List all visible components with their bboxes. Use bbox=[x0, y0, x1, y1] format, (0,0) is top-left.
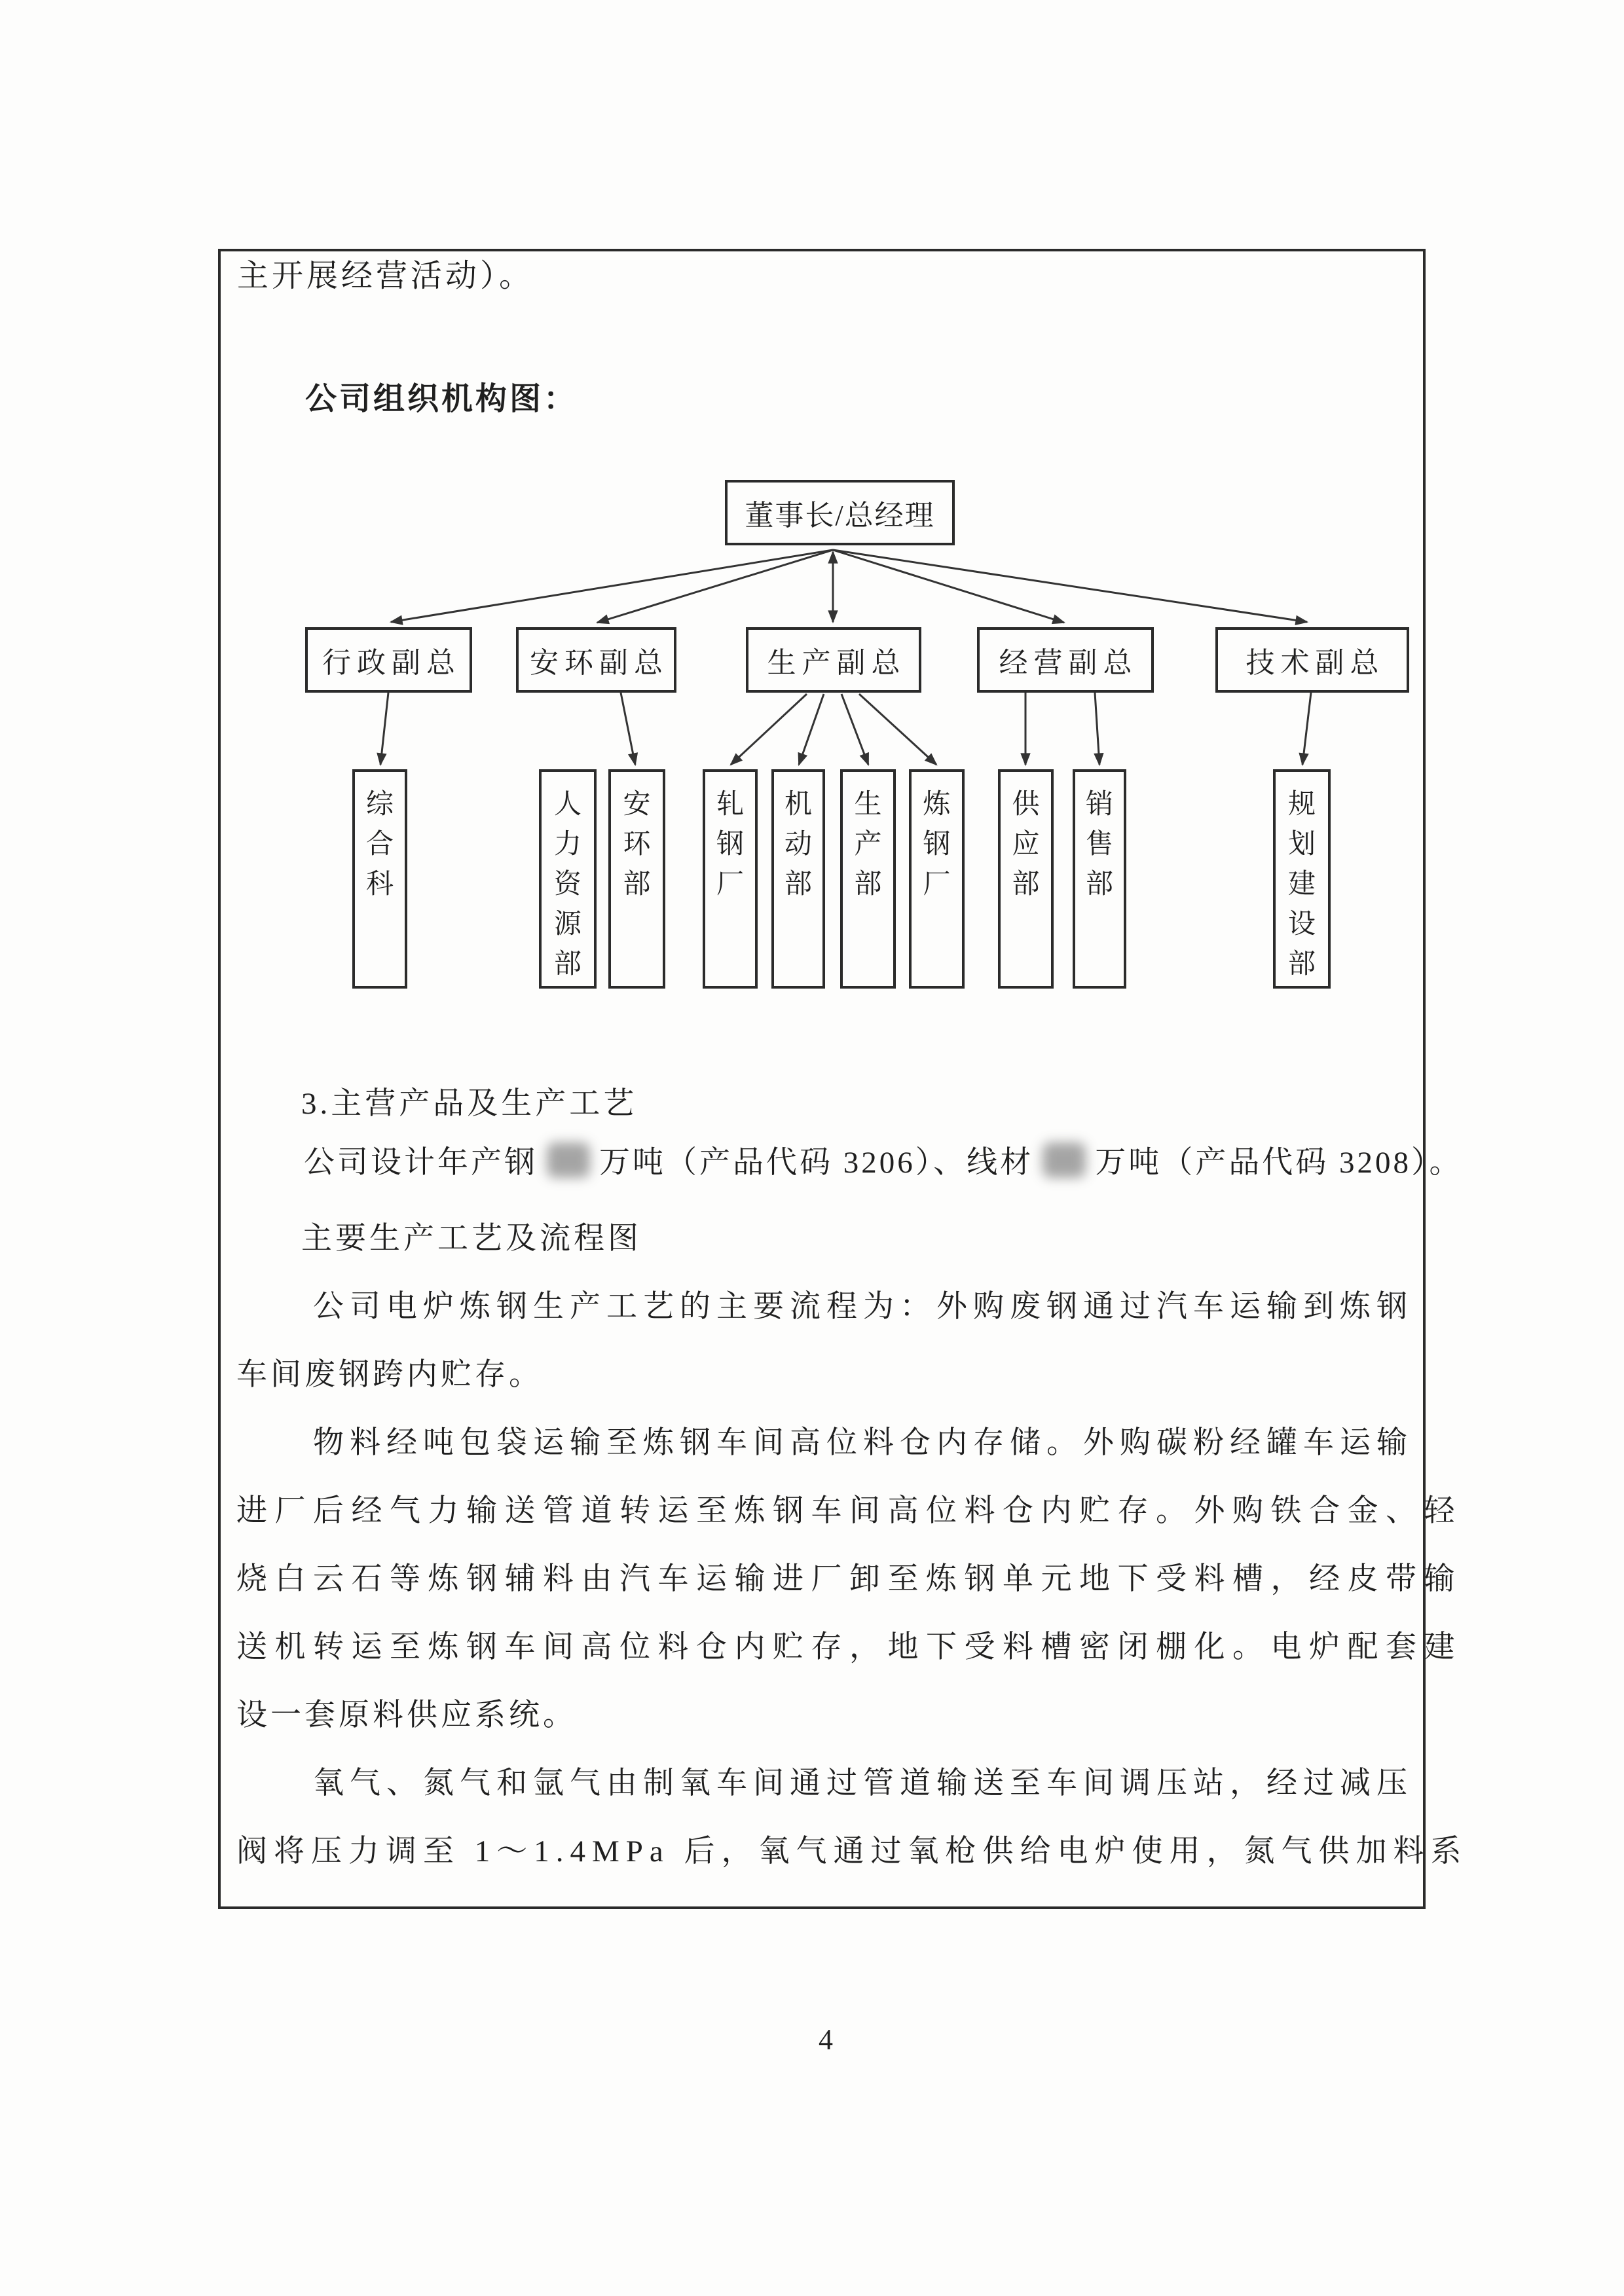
redacted-blur bbox=[547, 1142, 590, 1178]
body-text-line: 送机转运至炼钢车间高位料仓内贮存，地下受料槽密闭棚化。电炉配套建 bbox=[236, 1630, 1462, 1664]
org-box-admin-vp: 行政副总 bbox=[305, 627, 472, 693]
org-box-production-vp: 生产副总 bbox=[746, 627, 921, 693]
org-box-sales-dept: 销售部 bbox=[1073, 769, 1126, 989]
body-text-line: 氧气、氮气和氩气由制氧车间通过管道输送至车间调压站，经过减压 bbox=[313, 1766, 1413, 1800]
org-chart-heading: 公司组织机构图： bbox=[305, 382, 578, 416]
org-box-general-affairs: 综合科 bbox=[352, 769, 407, 989]
body-text-line: 车间废钢跨内贮存。 bbox=[236, 1358, 543, 1392]
org-box-power-dept: 机动部 bbox=[771, 769, 825, 989]
body-text-line: 阀将压力调至 1～1.4MPa 后，氧气通过氧枪供给电炉使用，氮气供加料系 bbox=[236, 1834, 1468, 1868]
body-text-line: 进厂后经气力输送管道转运至炼钢车间高位料仓内贮存。外购铁合金、轻 bbox=[236, 1494, 1462, 1528]
org-box-operations-vp: 经营副总 bbox=[977, 627, 1154, 693]
production-line-prefix: 公司设计年产钢 bbox=[304, 1146, 538, 1180]
org-box-hr-dept: 人力资源部 bbox=[539, 769, 597, 989]
org-box-planning-construction-dept: 规划建设部 bbox=[1273, 769, 1331, 989]
body-text-line bbox=[304, 1138, 1463, 1182]
org-box-chairman-gm: 董事长/总经理 bbox=[725, 480, 955, 545]
production-line-middle: 万吨（产品代码 3206）、线材 bbox=[599, 1146, 1034, 1180]
body-text-line: 主要生产工艺及流程图 bbox=[301, 1222, 642, 1256]
org-box-steelmaking-plant: 炼钢厂 bbox=[909, 769, 965, 989]
org-box-tech-vp: 技术副总 bbox=[1215, 627, 1409, 693]
page-number: 4 bbox=[819, 2024, 833, 2056]
redacted-blur bbox=[1043, 1142, 1086, 1178]
production-line-suffix: 万吨（产品代码 3208）。 bbox=[1095, 1146, 1463, 1180]
org-box-safety-env-dept: 安环部 bbox=[608, 769, 665, 989]
body-text-line: 公司电炉炼钢生产工艺的主要流程为：外购废钢通过汽车运输到炼钢 bbox=[313, 1290, 1413, 1324]
body-text-line: 3.主营产品及生产工艺 bbox=[301, 1087, 638, 1121]
org-box-production-dept: 生产部 bbox=[840, 769, 896, 989]
org-box-rolling-mill: 轧钢厂 bbox=[703, 769, 758, 989]
org-box-supply-dept: 供应部 bbox=[998, 769, 1054, 989]
body-text-line: 设一套原料供应系统。 bbox=[236, 1698, 577, 1732]
body-text-line: 烧白云石等炼钢辅料由汽车运输进厂卸至炼钢单元地下受料槽，经皮带输 bbox=[236, 1562, 1462, 1596]
intro-text-line: 主开展经营活动）。 bbox=[237, 259, 534, 293]
body-text-line: 物料经吨包袋运输至炼钢车间高位料仓内存储。外购碳粉经罐车运输 bbox=[313, 1426, 1413, 1460]
org-box-safety-env-vp: 安环副总 bbox=[516, 627, 676, 693]
